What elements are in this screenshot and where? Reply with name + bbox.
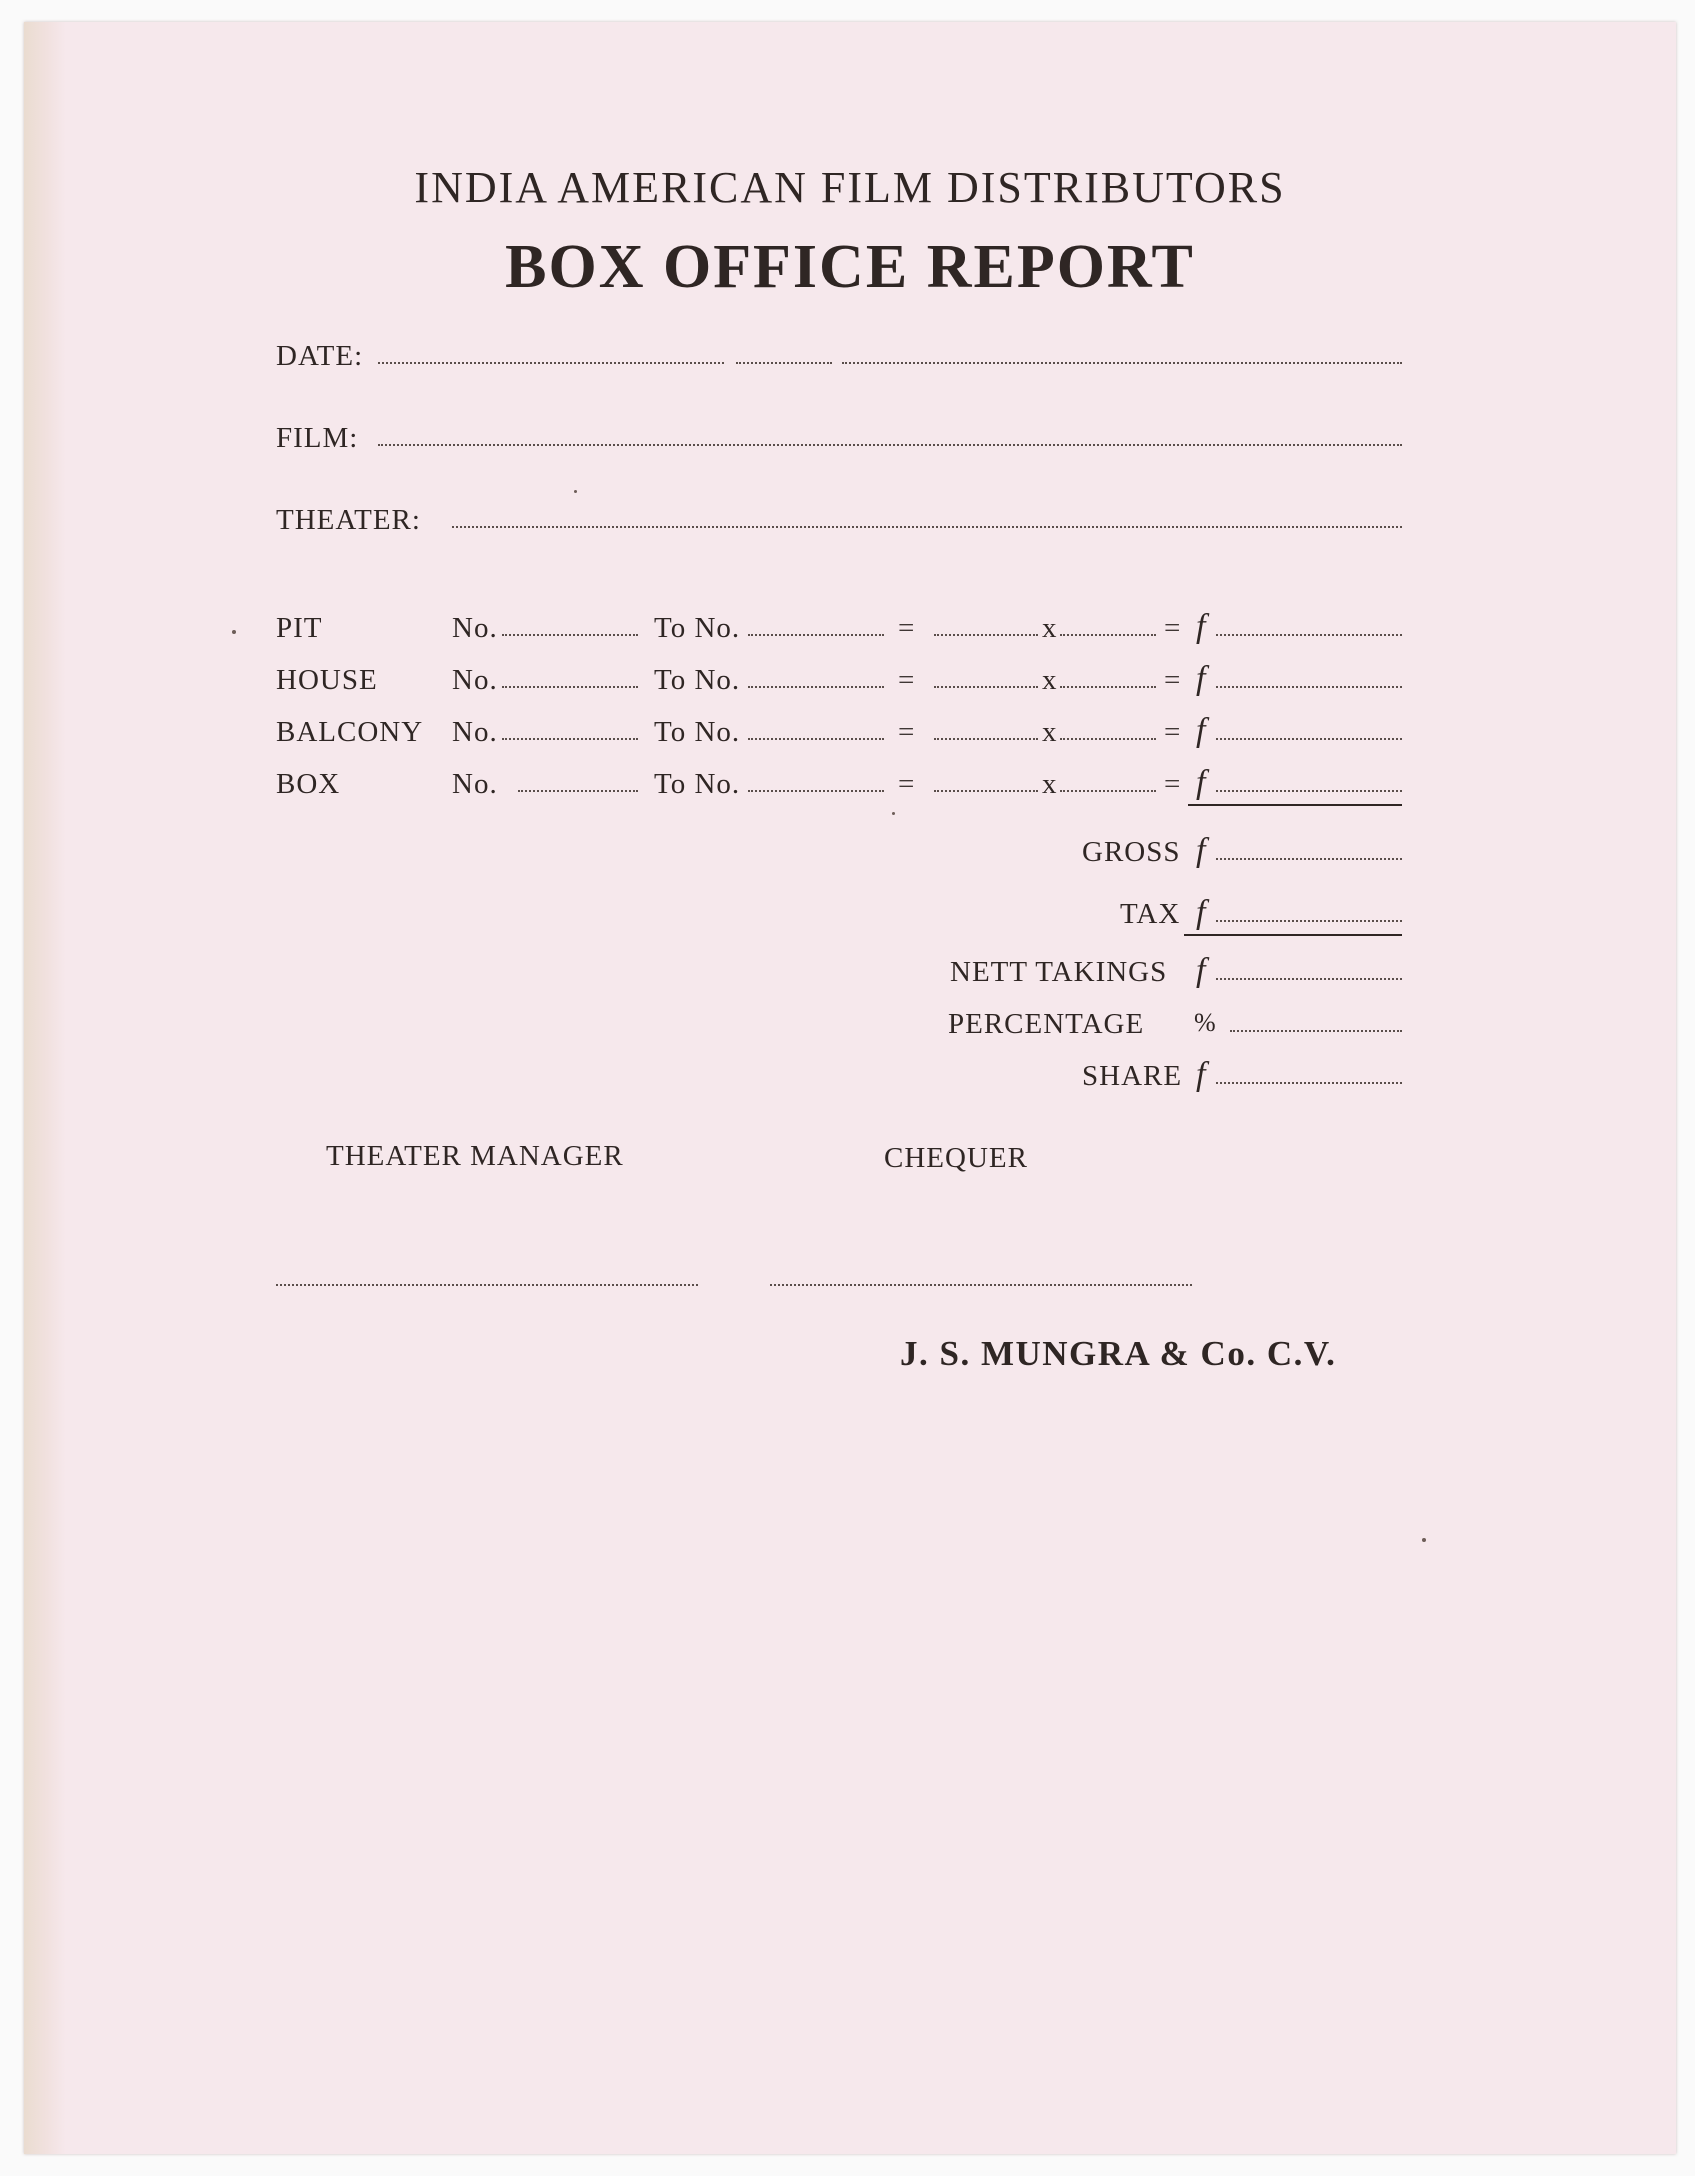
- currency-symbol: f: [1196, 832, 1206, 869]
- theater-manager-signature-line[interactable]: [276, 1284, 698, 1286]
- row-label-balcony: BALCONY: [276, 716, 424, 748]
- theater-manager-label: THEATER MANAGER: [326, 1140, 624, 1172]
- equals-sign: =: [898, 612, 915, 644]
- currency-symbol: f: [1196, 712, 1206, 749]
- tax-rule: [1184, 934, 1402, 936]
- equals-sign: =: [1164, 768, 1181, 800]
- paper-speck: [232, 630, 236, 634]
- paper-speck: [574, 490, 577, 493]
- pit-price-field[interactable]: [1060, 634, 1156, 636]
- house-to-field[interactable]: [748, 686, 884, 688]
- date-field-day[interactable]: [378, 362, 724, 364]
- balcony-price-field[interactable]: [1060, 738, 1156, 740]
- gross-field[interactable]: [1216, 858, 1402, 860]
- theater-label: THEATER:: [276, 504, 421, 536]
- equals-sign: =: [898, 664, 915, 696]
- currency-symbol: f: [1196, 764, 1206, 801]
- times-sign: x: [1042, 716, 1058, 748]
- times-sign: x: [1042, 612, 1058, 644]
- no-label: No.: [452, 664, 498, 696]
- balcony-to-field[interactable]: [748, 738, 884, 740]
- times-sign: x: [1042, 768, 1058, 800]
- subtotal-rule: [1188, 804, 1402, 806]
- currency-symbol: f: [1196, 608, 1206, 645]
- paper-speck: [892, 812, 895, 815]
- equals-sign: =: [1164, 716, 1181, 748]
- equals-sign: =: [898, 716, 915, 748]
- to-no-label: To No.: [654, 664, 741, 696]
- to-no-label: To No.: [654, 716, 741, 748]
- nett-takings-field[interactable]: [1216, 978, 1402, 980]
- balcony-from-field[interactable]: [502, 738, 638, 740]
- currency-symbol: f: [1196, 660, 1206, 697]
- box-to-field[interactable]: [748, 790, 884, 792]
- to-no-label: To No.: [654, 768, 741, 800]
- no-label: No.: [452, 768, 498, 800]
- house-count-field[interactable]: [934, 686, 1038, 688]
- date-field-month[interactable]: [736, 362, 832, 364]
- theater-field[interactable]: [452, 526, 1402, 528]
- house-amount-field[interactable]: [1216, 686, 1402, 688]
- box-count-field[interactable]: [934, 790, 1038, 792]
- balcony-count-field[interactable]: [934, 738, 1038, 740]
- film-label: FILM:: [276, 422, 359, 454]
- times-sign: x: [1042, 664, 1058, 696]
- no-label: No.: [452, 612, 498, 644]
- company-name: INDIA AMERICAN FILM DISTRIBUTORS: [414, 163, 1286, 212]
- gross-label: GROSS: [1082, 836, 1181, 868]
- chequer-signature-line[interactable]: [770, 1284, 1192, 1286]
- film-field[interactable]: [378, 444, 1402, 446]
- pit-amount-field[interactable]: [1216, 634, 1402, 636]
- box-amount-field[interactable]: [1216, 790, 1402, 792]
- pit-count-field[interactable]: [934, 634, 1038, 636]
- row-label-pit: PIT: [276, 612, 323, 644]
- equals-sign: =: [1164, 664, 1181, 696]
- box-from-field[interactable]: [518, 790, 638, 792]
- report-sheet: [24, 22, 1676, 2154]
- balcony-amount-field[interactable]: [1216, 738, 1402, 740]
- equals-sign: =: [1164, 612, 1181, 644]
- percentage-label: PERCENTAGE: [948, 1008, 1145, 1040]
- share-field[interactable]: [1216, 1082, 1402, 1084]
- row-label-box: BOX: [276, 768, 341, 800]
- to-no-label: To No.: [654, 612, 741, 644]
- percentage-field[interactable]: [1230, 1030, 1402, 1032]
- currency-symbol: f: [1196, 952, 1206, 989]
- row-label-house: HOUSE: [276, 664, 378, 696]
- currency-symbol: f: [1196, 1056, 1206, 1093]
- date-label: DATE:: [276, 340, 364, 372]
- report-title: BOX OFFICE REPORT: [505, 233, 1195, 301]
- paper-speck: [1422, 1538, 1426, 1542]
- date-field-year[interactable]: [842, 362, 1402, 364]
- pit-from-field[interactable]: [502, 634, 638, 636]
- tax-field[interactable]: [1216, 920, 1402, 922]
- house-price-field[interactable]: [1060, 686, 1156, 688]
- pit-to-field[interactable]: [748, 634, 884, 636]
- chequer-label: CHEQUER: [884, 1142, 1028, 1174]
- house-from-field[interactable]: [502, 686, 638, 688]
- equals-sign: =: [898, 768, 915, 800]
- tax-label: TAX: [1120, 898, 1181, 930]
- share-label: SHARE: [1082, 1060, 1183, 1092]
- percent-symbol: %: [1194, 1008, 1217, 1037]
- currency-symbol: f: [1196, 894, 1206, 931]
- nett-takings-label: NETT TAKINGS: [950, 956, 1168, 988]
- paper-edge-stain: [24, 22, 66, 2154]
- no-label: No.: [452, 716, 498, 748]
- footer-company: J. S. MUNGRA & Co. C.V.: [900, 1334, 1337, 1373]
- box-price-field[interactable]: [1060, 790, 1156, 792]
